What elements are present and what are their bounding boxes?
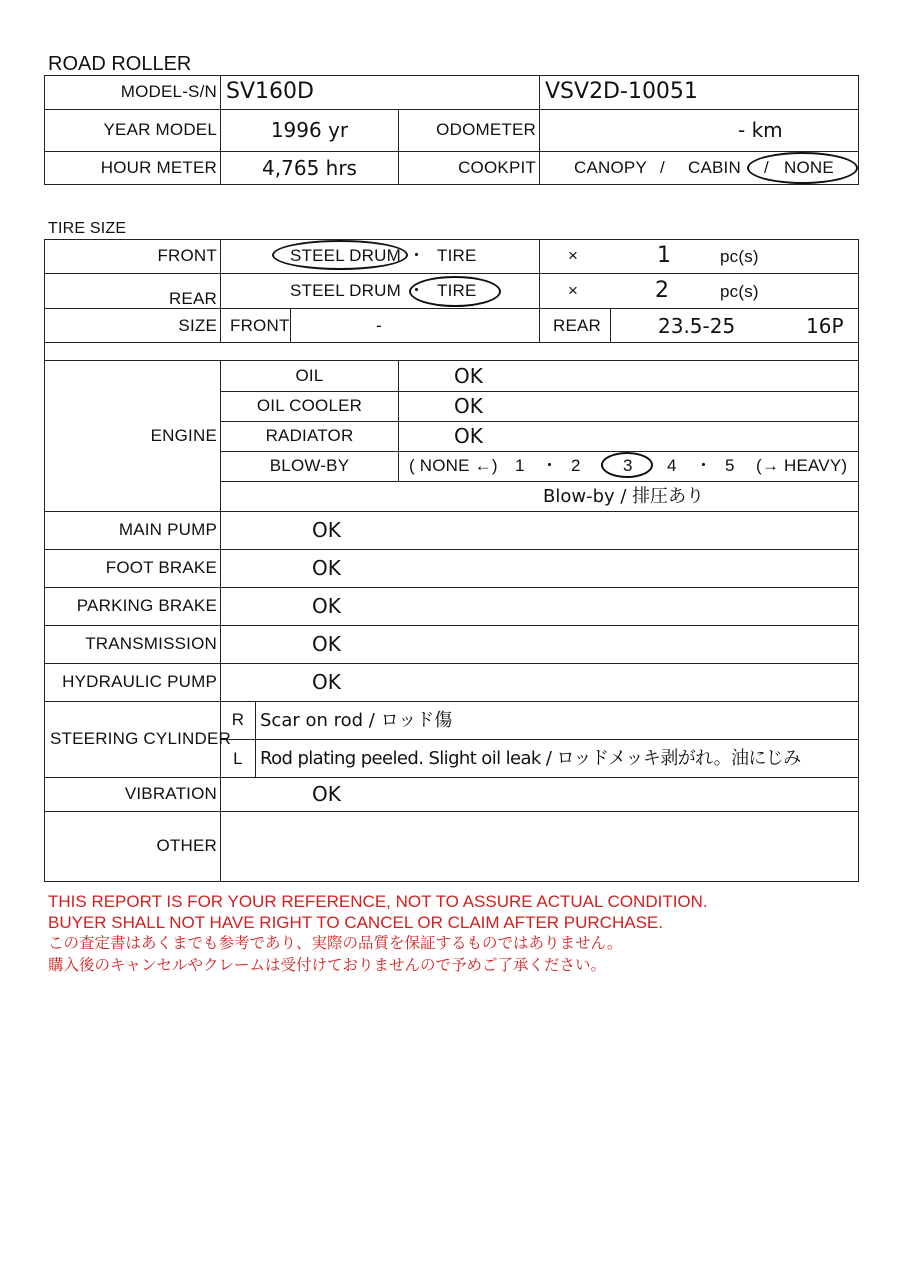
disclaimer-line-4: 購入後のキャンセルやクレームは受付けておりませんので予めご了承ください。 xyxy=(48,956,607,974)
blow-by-scale-dot: ・ xyxy=(541,456,559,475)
oil-value: OK xyxy=(454,364,483,388)
main-pump-value: OK xyxy=(312,518,341,542)
tire-rear-dot: ・ xyxy=(408,281,426,300)
blow-by-selection-circle xyxy=(601,452,653,478)
cockpit-label: COOKPIT xyxy=(458,158,536,177)
engine-label: ENGINE xyxy=(150,426,217,445)
tire-front-label: FRONT xyxy=(157,246,217,265)
serial-value: VSV2D-10051 xyxy=(545,79,698,104)
tire-rear-unit: pc(s) xyxy=(720,282,759,301)
model-value: SV160D xyxy=(226,79,314,104)
oil-label: OIL xyxy=(295,366,324,385)
year-label: YEAR MODEL xyxy=(103,120,217,139)
year-value: 1996 yr xyxy=(270,118,349,142)
page-title: ROAD ROLLER xyxy=(48,53,192,75)
oil-cooler-value: OK xyxy=(454,394,483,418)
tire-size-label: TIRE SIZE xyxy=(48,220,127,237)
cockpit-selection-circle xyxy=(747,152,858,184)
tire-size-rear-ply: 16P xyxy=(806,314,844,338)
blow-by-scale-end: (→ HEAVY) xyxy=(756,456,848,475)
tire-front-option-tire: TIRE xyxy=(437,246,477,265)
hydraulic-pump-label: HYDRAULIC PUMP xyxy=(62,672,217,691)
cockpit-option-none: NONE xyxy=(784,158,834,177)
tire-front-dot: ・ xyxy=(408,246,426,265)
tire-rear-quantity: 2 xyxy=(655,278,669,303)
odometer-value: - km xyxy=(738,118,783,142)
transmission-label: TRANSMISSION xyxy=(85,634,217,653)
disclaimer-line-1: THIS REPORT IS FOR YOUR REFERENCE, NOT TO ASSURE ACTUAL CONDITION. xyxy=(48,892,708,911)
cockpit-option-canopy: CANOPY xyxy=(574,158,647,177)
hour-meter-label: HOUR METER xyxy=(100,158,217,177)
transmission-value: OK xyxy=(312,632,341,656)
cockpit-separator: / xyxy=(764,158,769,177)
foot-brake-label: FOOT BRAKE xyxy=(105,558,217,577)
disclaimer-line-3: この査定書はあくまでも参考であり、実際の品質を保証するものではありません。 xyxy=(48,934,623,952)
hydraulic-pump-value: OK xyxy=(312,670,341,694)
radiator-label: RADIATOR xyxy=(265,426,354,445)
tire-front-selection-circle xyxy=(272,240,408,270)
blow-by-scale-dot: ・ xyxy=(695,456,713,475)
steering-right-value: Scar on rod / ロッド傷 xyxy=(260,710,453,731)
tire-rear-times: × xyxy=(568,281,579,300)
steering-right-label: R xyxy=(231,710,245,729)
vibration-value: OK xyxy=(312,782,341,806)
parking-brake-label: PARKING BRAKE xyxy=(76,596,217,615)
blow-by-note: Blow-by / 排圧あり xyxy=(543,486,705,507)
tire-size-rear-label: REAR xyxy=(553,316,602,335)
steering-cylinder-label: STEERING CYLINDER xyxy=(50,729,231,748)
tire-front-times: × xyxy=(568,246,579,265)
model-label: MODEL-S/N xyxy=(120,82,217,101)
tire-size-rear-value: 23.5-25 xyxy=(658,314,736,338)
hour-meter-value: 4,765 hrs xyxy=(262,156,357,180)
foot-brake-value: OK xyxy=(312,556,341,580)
tire-rear-option-steel-drum: STEEL DRUM xyxy=(290,281,401,300)
tire-size-row-label: SIZE xyxy=(178,316,217,335)
vibration-label: VIBRATION xyxy=(124,784,217,803)
blow-by-scale-3: 3 xyxy=(623,456,633,475)
tire-rear-selection-circle xyxy=(409,276,501,307)
cockpit-separator: / xyxy=(660,158,665,177)
cockpit-option-cabin: CABIN xyxy=(688,158,741,177)
disclaimer-line-2: BUYER SHALL NOT HAVE RIGHT TO CANCEL OR CLAIM AFTER PURCHASE. xyxy=(48,913,663,932)
steering-left-value: Rod plating peeled. Slight oil leak / ロッドメッキ剥がれ。油にじみ xyxy=(260,748,801,769)
main-pump-label: MAIN PUMP xyxy=(118,520,217,539)
tire-rear-option-tire: TIRE xyxy=(437,281,477,300)
tire-size-front-label: FRONT xyxy=(230,316,290,335)
tire-front-quantity: 1 xyxy=(657,243,671,268)
tire-size-front-value: - xyxy=(376,316,382,335)
other-label: OTHER xyxy=(156,836,217,855)
oil-cooler-label: OIL COOLER xyxy=(256,396,363,415)
tire-front-option-steel-drum: STEEL DRUM xyxy=(290,246,401,265)
blow-by-scale-start: ( NONE ←) xyxy=(409,456,498,475)
blow-by-label: BLOW-BY xyxy=(269,456,350,475)
tire-front-unit: pc(s) xyxy=(720,247,759,266)
parking-brake-value: OK xyxy=(312,594,341,618)
blow-by-scale-5: 5 xyxy=(725,456,735,475)
blow-by-scale-1: 1 xyxy=(515,456,525,475)
steering-left-label: L xyxy=(233,749,243,768)
radiator-value: OK xyxy=(454,424,483,448)
tire-rear-label: REAR xyxy=(168,289,217,308)
odometer-label: ODOMETER xyxy=(436,120,536,139)
blow-by-scale-2: 2 xyxy=(571,456,581,475)
blow-by-scale-4: 4 xyxy=(667,456,677,475)
